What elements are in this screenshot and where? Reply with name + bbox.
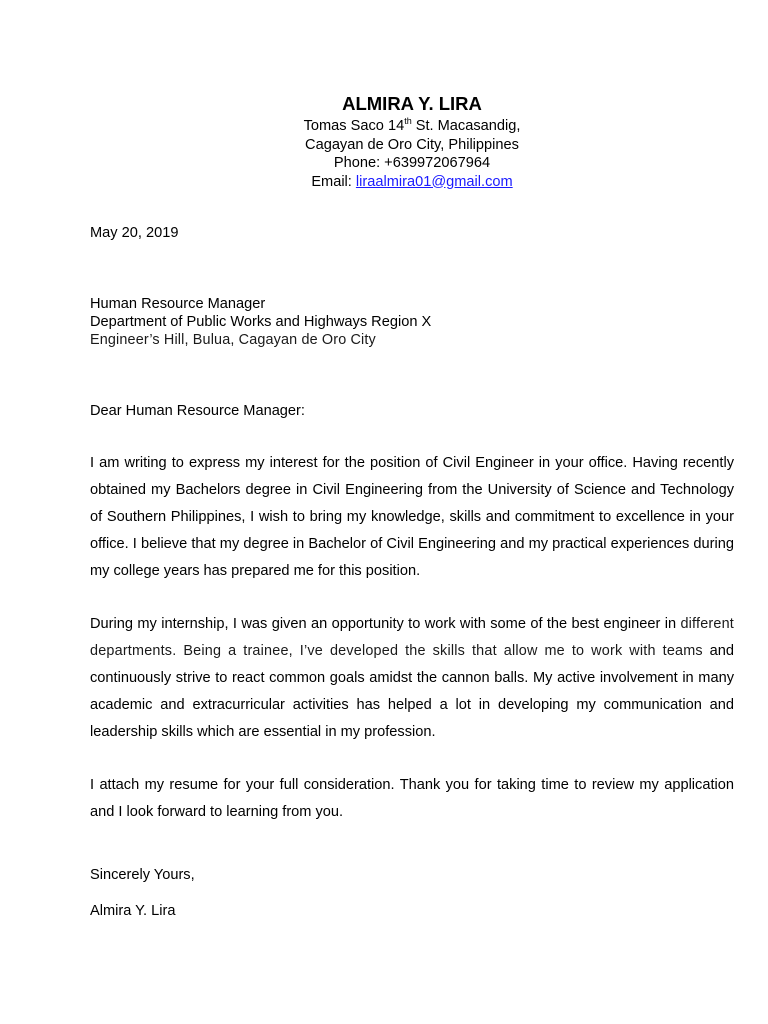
letterhead — [0, 92, 768, 191]
paragraph-2-part-3: and continuously strive to react common goals amidst the cannon balls. My active involvement in many academic and extracurricular activities has helped a lot in developing my communication and leadership skills which are essential in my profession. — [90, 643, 734, 740]
sender-address-line2: Cagayan de Oro City, Philippines — [305, 136, 519, 153]
signature-name: Almira Y. Lira — [90, 903, 176, 919]
email-label: Email: — [311, 173, 356, 190]
sender-phone: Phone: +639972067964 — [333, 155, 491, 171]
body-paragraph-1: I am writing to express my interest for the position of Civil Engineer in your office. Having recently obtained my Bachelors degree in Civil Engineering from the University of Science and Technology of Southern Philippines, I wish to bring my knowledge, skills and commitment to excellence in your office. I believe that my degree in Bachelor of Civil Engineering and my practical experiences during my college years has prepared me for this position. — [90, 455, 734, 579]
sender-name: ALMIRA Y. LIRA — [342, 93, 482, 114]
paragraph-2-part-2: different departments. Being a trainee, I’ve developed the skills that allow me to work with teams — [90, 616, 734, 659]
sender-address-line1 — [0, 117, 768, 136]
body-paragraph-2 — [90, 611, 734, 746]
address-line1-end: St. Macasandig, — [411, 118, 521, 134]
sender-email-line — [0, 173, 768, 192]
address-line1-start: Tomas Saco 14 — [303, 118, 405, 134]
recipient-block — [90, 295, 734, 349]
salutation: Dear Human Resource Manager: — [90, 403, 305, 419]
recipient-title: Human Resource Manager — [90, 296, 266, 312]
email-link[interactable]: liraalmira01@gmail.com — [355, 173, 513, 190]
recipient-address: Engineer’s Hill, Bulua, Cagayan de Oro City — [90, 332, 376, 348]
body-paragraph-3: I attach my resume for your full consideration. Thank you for taking time to review my application and I look forward to learning from you. — [90, 777, 734, 820]
paragraph-2-part-1: During my internship, I was given an opportunity to work with some of the best engineer in — [90, 616, 681, 632]
letter-date: May 20, 2019 — [90, 225, 179, 241]
closing: Sincerely Yours, — [90, 867, 195, 883]
recipient-organization: Department of Public Works and Highways Region X — [90, 314, 432, 330]
address-ordinal-suffix: th — [404, 116, 412, 127]
